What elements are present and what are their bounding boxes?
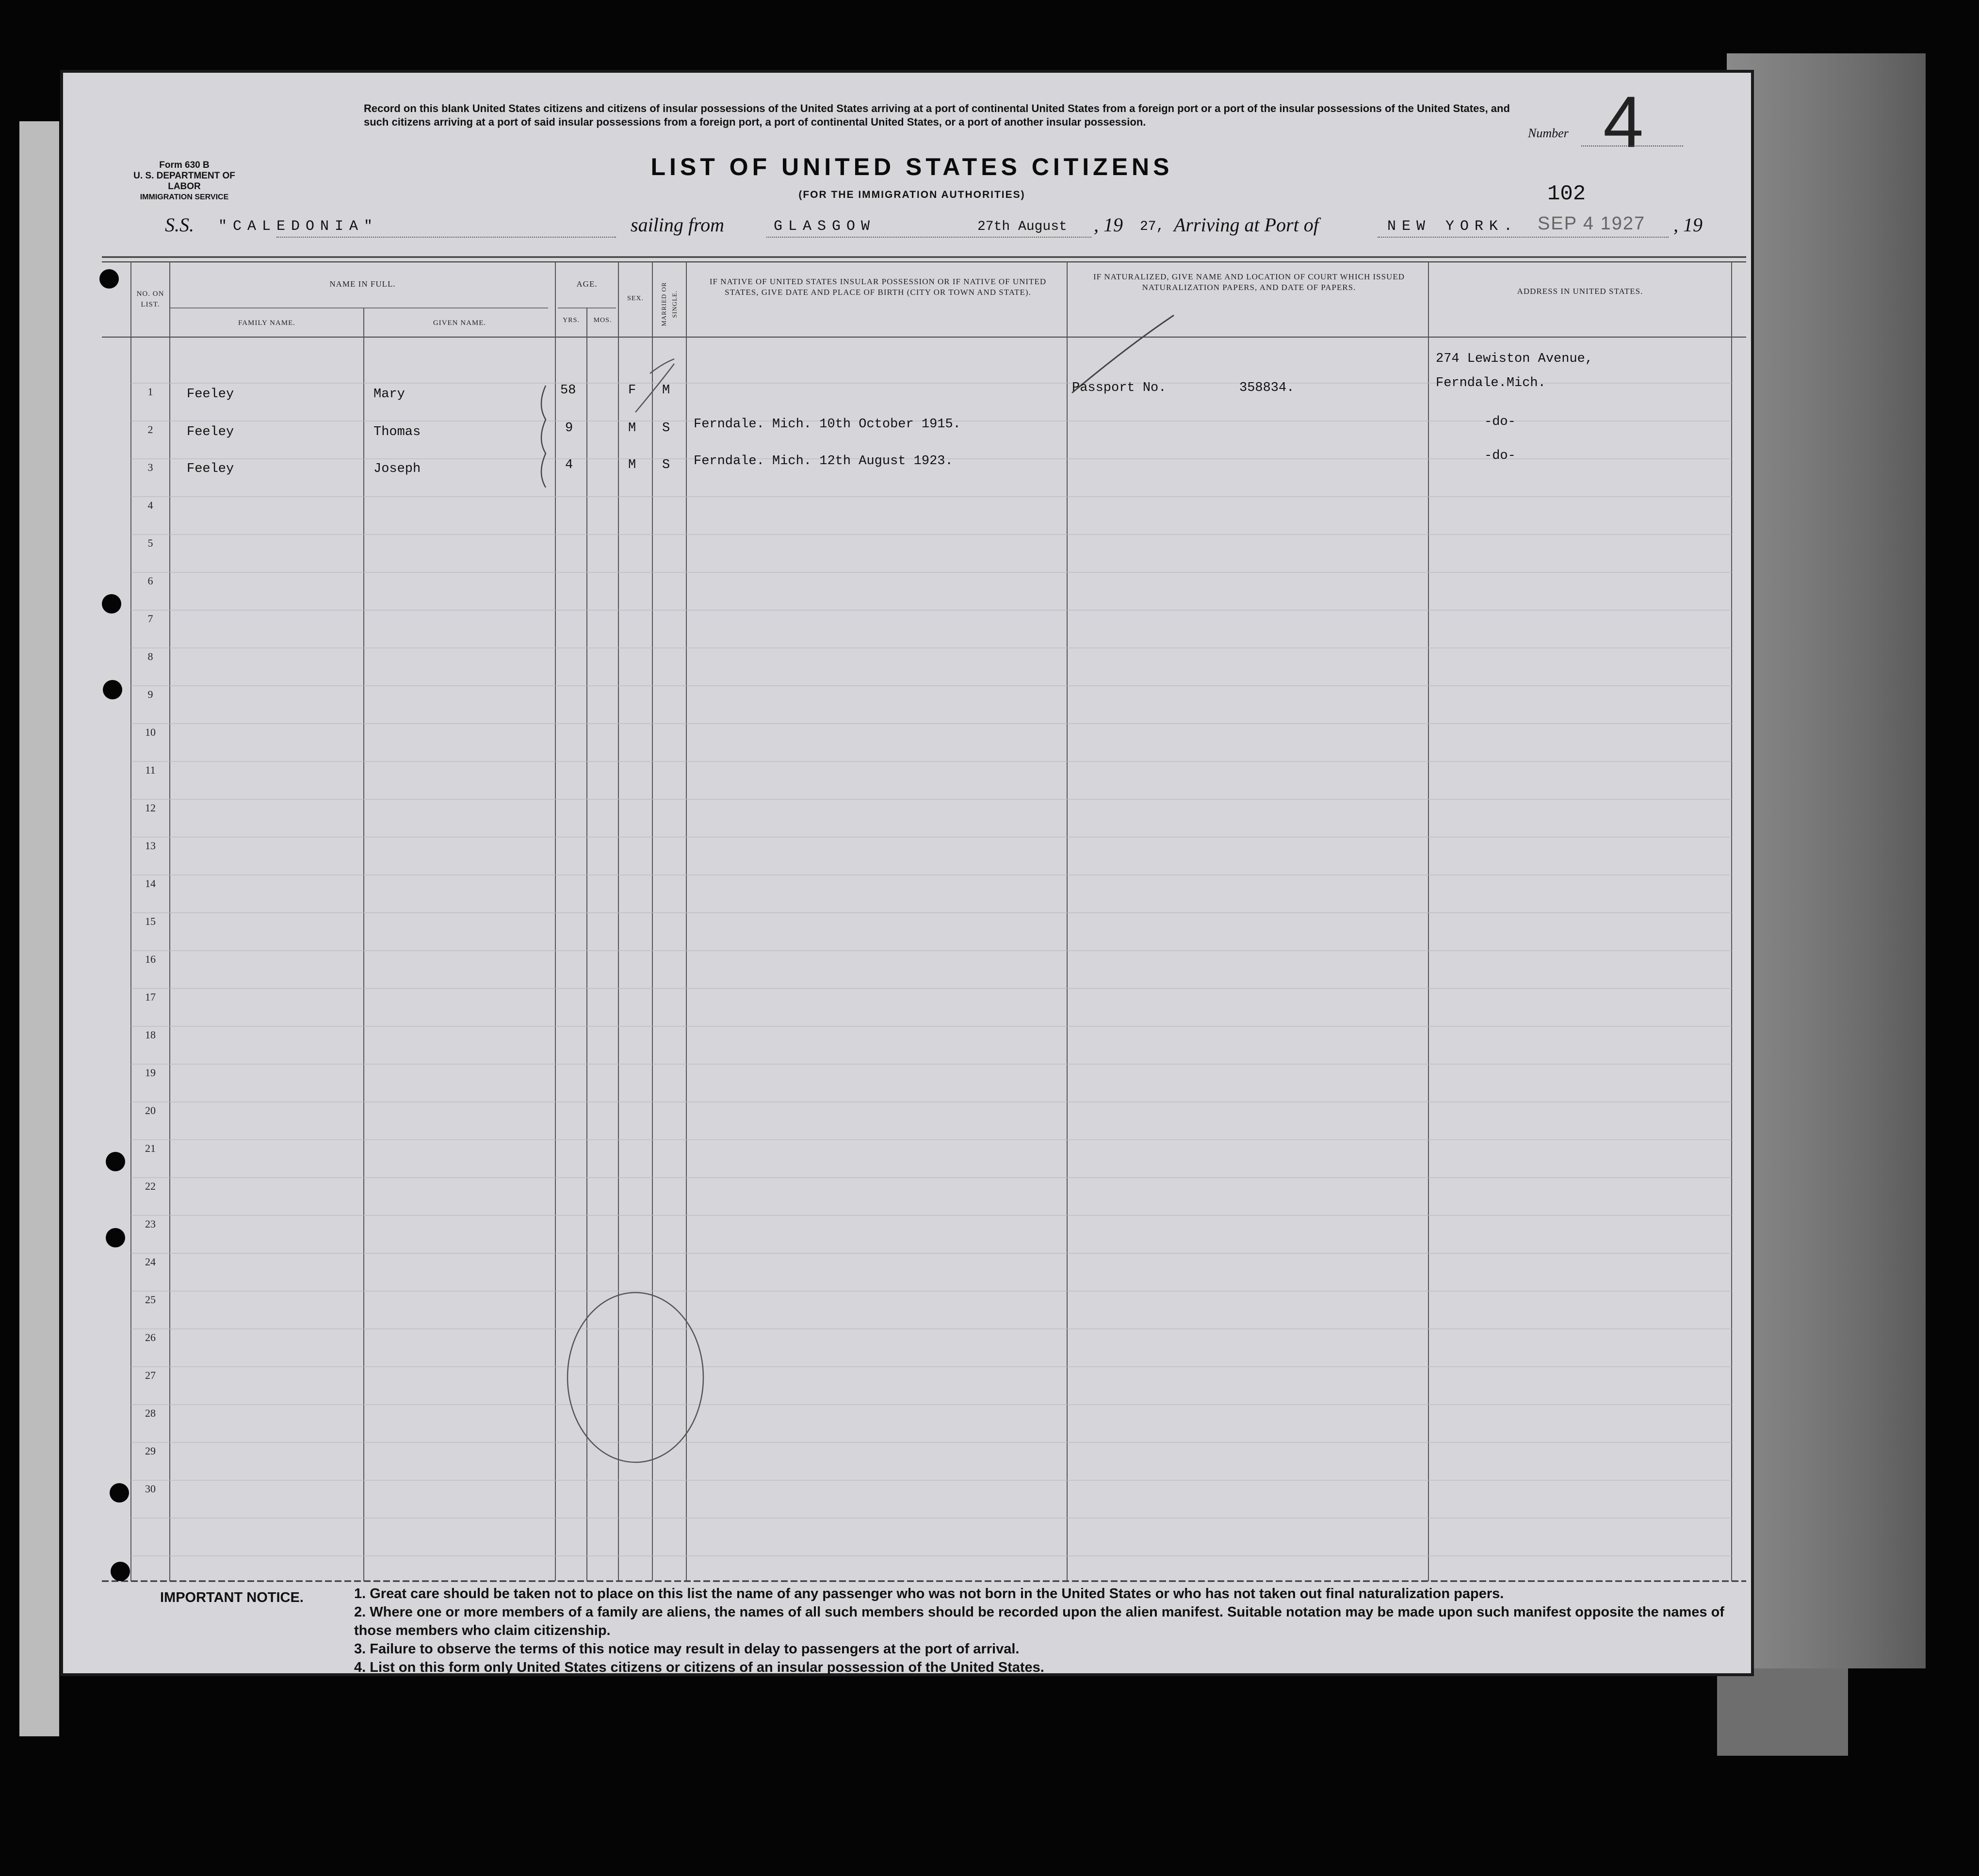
number-label: Number <box>1528 126 1569 140</box>
ship-name: "CALEDONIA" <box>218 218 379 235</box>
row-number: 7 <box>147 613 153 625</box>
row-number: 19 <box>145 1067 156 1079</box>
binding-strip <box>19 121 59 1736</box>
age-years: 4 <box>565 458 573 472</box>
row-number: 13 <box>145 840 156 852</box>
notice-list <box>354 1585 1727 1677</box>
departure-date: 27th August <box>977 219 1067 234</box>
row-number: 26 <box>145 1331 156 1343</box>
age-years: 9 <box>565 421 573 436</box>
manifest-page <box>63 73 1751 1673</box>
departure-port: GLASGOW <box>774 218 876 235</box>
page-title: LIST OF UNITED STATES CITIZENS <box>650 153 1173 180</box>
given-name: Mary <box>373 387 405 402</box>
passport-number: 358834. <box>1239 381 1295 395</box>
row-number: 5 <box>147 537 153 549</box>
notice-item: 3. Failure to observe the terms of this notice may result in delay to passengers at the port of arrival. <box>354 1641 1020 1657</box>
sex: M <box>628 458 636 472</box>
punch-hole <box>102 594 121 614</box>
arrival-date-stamp: SEP 4 1927 <box>1538 213 1646 234</box>
departure-year: 27, <box>1140 219 1165 234</box>
row-number: 10 <box>145 726 156 738</box>
form-number: Form 630 B <box>159 160 210 170</box>
year-prefix: , 19 <box>1094 214 1123 236</box>
col-header-age: AGE. <box>576 279 598 289</box>
row-number: 28 <box>145 1407 156 1419</box>
punch-hole <box>111 1562 130 1581</box>
number-value: 4 <box>1603 81 1644 162</box>
col-header-naturalized: IF NATURALIZED, GIVE NAME AND LOCATION OF COURT WHICH ISSUED NATURALIZATION PAPERS, AND DATE OF PAPERS. <box>1093 272 1405 292</box>
marital-status: M <box>662 383 670 398</box>
row-number: 12 <box>145 802 156 814</box>
row-number: 4 <box>147 499 153 511</box>
notice-item: 1. Great care should be taken not to place on this list the name of any passenger who was not born in the United States or who has not taken out final naturalization papers. <box>354 1586 1504 1601</box>
arrival-port: NEW YORK. <box>1387 218 1519 235</box>
row-number: 24 <box>145 1256 156 1268</box>
form-instructions: Record on this blank United States citizens and citizens of insular possessions of the United States arriving at a port of continental United States from a foreign port or a port of the insular possessions of the United States, and such citizens arriving at a port of said insular possessions from a foreign port, a port of continental United States, or a port of another insular possession. <box>364 102 1510 128</box>
page-number: 102 <box>1547 182 1586 206</box>
family-name: Feeley <box>187 462 234 476</box>
ledger-grid <box>63 73 1751 1673</box>
row-number: 11 <box>145 764 156 776</box>
row-number: 17 <box>145 991 156 1003</box>
backing-sheet-edge <box>1717 1668 1848 1756</box>
col-header-family: FAMILY NAME. <box>238 319 295 327</box>
row-number: 2 <box>147 423 153 436</box>
row-number: 9 <box>147 688 153 700</box>
row-number: 3 <box>147 461 153 473</box>
family-name: Feeley <box>187 425 234 439</box>
notice-heading: IMPORTANT NOTICE. <box>160 1590 304 1605</box>
punch-hole <box>106 1152 125 1171</box>
row-number: 22 <box>145 1180 156 1192</box>
age-years: 58 <box>560 383 576 398</box>
row-number: 30 <box>145 1483 156 1495</box>
year-prefix-2: , 19 <box>1673 214 1703 236</box>
col-header-address: ADDRESS IN UNITED STATES. <box>1517 287 1643 296</box>
col-header-mos: MOS. <box>593 317 612 324</box>
marital-status: S <box>662 458 670 472</box>
family-name: Feeley <box>187 387 234 402</box>
address-line-2: Ferndale.Mich. <box>1436 376 1546 390</box>
given-name: Joseph <box>373 462 421 476</box>
row-number: 18 <box>145 1029 156 1041</box>
backing-sheet <box>1727 53 1926 1668</box>
birth-info: Ferndale. Mich. 12th August 1923. <box>694 454 953 469</box>
sex: F <box>628 383 636 398</box>
birth-info: Ferndale. Mich. 10th October 1915. <box>694 417 961 432</box>
punch-hole <box>99 269 119 289</box>
row-number: 21 <box>145 1142 156 1154</box>
col-header-sex: SEX. <box>627 295 644 302</box>
arriving-label: Arriving at Port of <box>1174 214 1319 236</box>
row-number: 29 <box>145 1445 156 1457</box>
row-number: 27 <box>145 1369 156 1381</box>
row-number: 1 <box>147 386 153 398</box>
col-header-native: IF NATIVE OF UNITED STATES INSULAR POSSESSION OR IF NATIVE OF UNITED STATES, GIVE DATE AND PLACE OF BIRTH (CITY OR TOWN AND STATE). <box>709 277 1047 297</box>
col-header-married: MARRIED OR SINGLE. <box>660 282 678 326</box>
row-number: 8 <box>147 650 153 663</box>
notice-item: 2. Where one or more members of a family are aliens, the names of all such members should be recorded upon the alien manifest. Suitable notation may be made upon such manifest opposite the names of those members who claim citizenship. <box>354 1604 1724 1638</box>
address-line-1: -do- <box>1484 415 1516 429</box>
sailing-label: sailing from <box>631 214 724 236</box>
row-number: 14 <box>145 877 156 889</box>
address-line-1: 274 Lewiston Avenue, <box>1436 352 1593 366</box>
sex: M <box>628 421 636 436</box>
notice-item: 4. List on this form only United States citizens or citizens of an insular possession of the United States. <box>354 1660 1044 1675</box>
page-subtitle: (FOR THE IMMIGRATION AUTHORITIES) <box>798 189 1025 200</box>
punch-hole <box>106 1228 125 1247</box>
naturalization-court: Passport No. <box>1072 381 1167 395</box>
row-number: 23 <box>145 1218 156 1230</box>
punch-hole <box>103 680 122 699</box>
marital-status: S <box>662 421 670 436</box>
col-header-yrs: YRS. <box>563 317 580 324</box>
row-number: 20 <box>145 1104 156 1116</box>
row-number: 25 <box>145 1294 156 1306</box>
col-header-given: GIVEN NAME. <box>433 319 487 327</box>
row-number: 16 <box>145 953 156 965</box>
punch-hole <box>110 1483 129 1503</box>
ss-label: S.S. <box>165 214 194 236</box>
col-header-no: NO. ON LIST. <box>136 290 164 308</box>
address-line-1: -do- <box>1484 449 1516 463</box>
row-number: 15 <box>145 915 156 927</box>
service-name: IMMIGRATION SERVICE <box>140 193 229 201</box>
row-number: 6 <box>147 575 153 587</box>
col-header-name: NAME IN FULL. <box>329 279 396 289</box>
given-name: Thomas <box>373 425 421 439</box>
department-name: U. S. DEPARTMENT OF LABOR <box>133 171 235 192</box>
